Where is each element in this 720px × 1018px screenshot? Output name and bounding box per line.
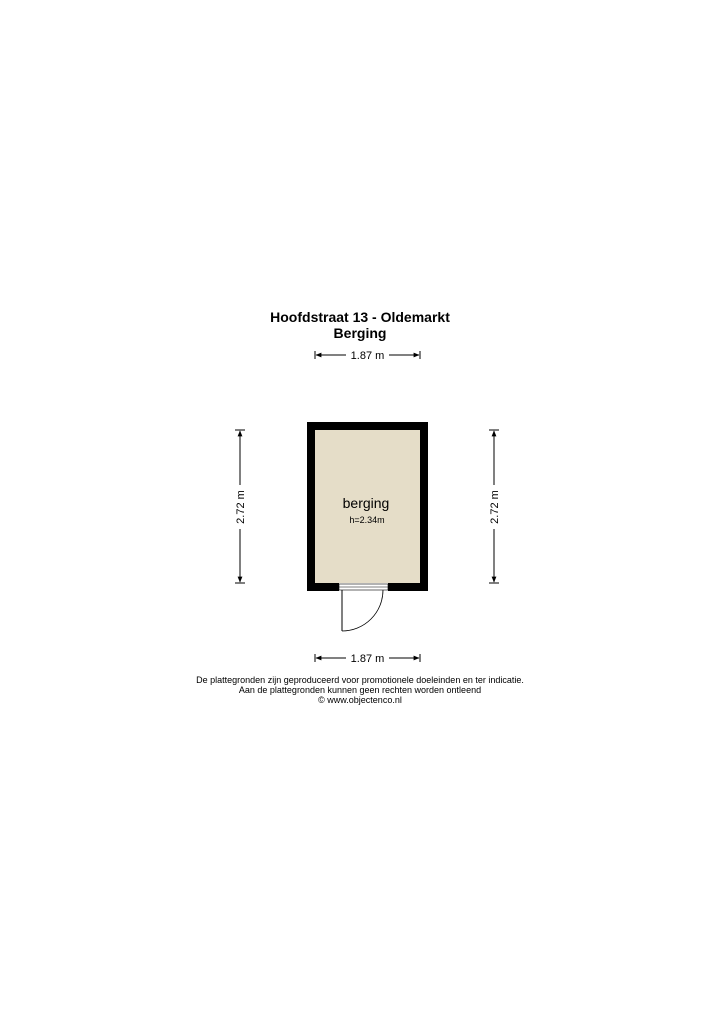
bottom-dimension <box>315 653 420 665</box>
disclaimer-line-1: De plattegronden zijn geproduceerd voor promotionele doeleinden en ter indicatie. <box>196 675 524 685</box>
wall-top <box>307 422 428 430</box>
wall-bottom-right <box>388 583 428 591</box>
plan-title: Hoofdstraat 13 - Oldemarkt <box>270 309 450 325</box>
plan-subtitle: Berging <box>333 325 387 341</box>
copyright-line: © www.objectenco.nl <box>318 695 402 705</box>
left-dimension <box>235 430 247 583</box>
room-height-label: h=2.34m <box>349 515 385 525</box>
wall-bottom-left <box>307 583 339 591</box>
wall-left <box>307 422 315 591</box>
wall-right <box>420 422 428 591</box>
disclaimer-line-2: Aan de plattegronden kunnen geen rechten worden ontleend <box>238 685 482 695</box>
left-dimension-label: 2.72 m <box>235 490 247 524</box>
right-dimension <box>489 430 501 583</box>
door-swing-arc <box>342 590 383 631</box>
top-dimension <box>315 350 420 362</box>
bottom-dimension-label: 1.87 m <box>350 653 385 665</box>
top-dimension-label: 1.87 m <box>350 350 385 362</box>
right-dimension-label: 2.72 m <box>489 490 501 524</box>
door <box>339 584 388 631</box>
room-name-label: berging <box>342 495 390 511</box>
